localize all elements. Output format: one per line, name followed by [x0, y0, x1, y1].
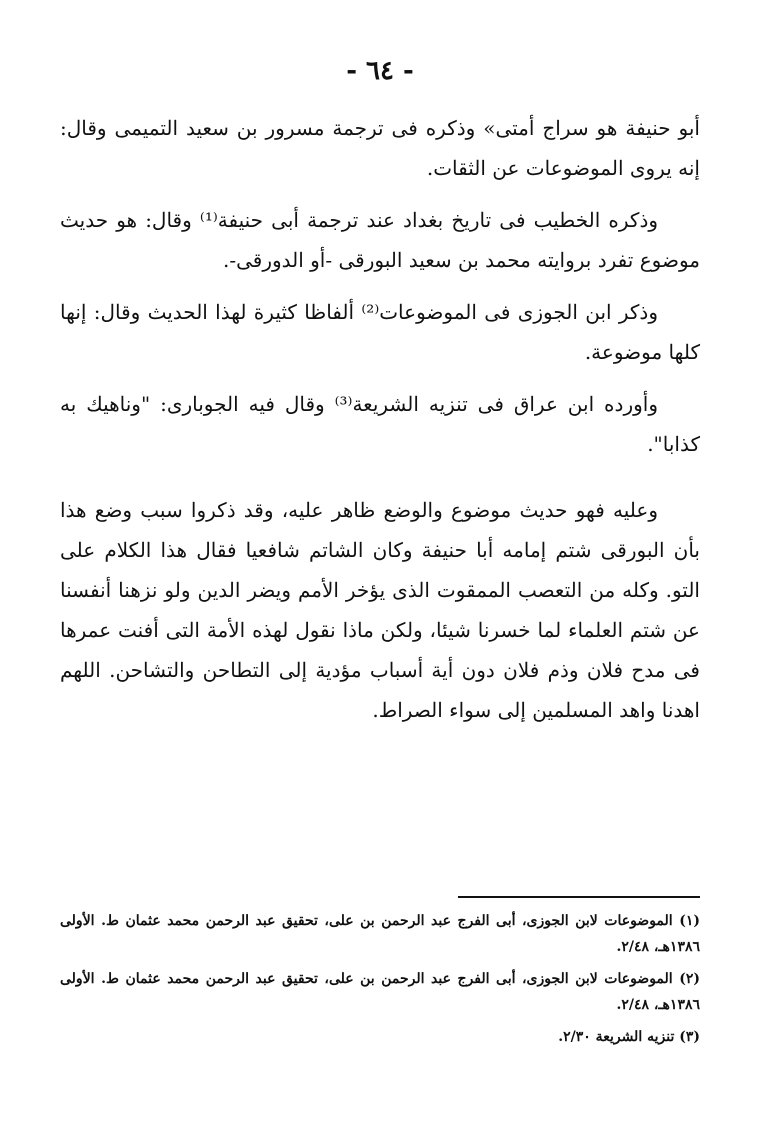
footnote-2: (٢) الموضوعات لابن الجوزى، أبى الفرج عبد الرحمن بن على، تحقيق عبد الرحمن محمد عثمان ط. الأولى ١٣٨٦هـ، ٢/٤٨. [60, 971, 700, 1013]
paragraph-1: أبو حنيفة هو سراج أمتى» وذكره فى ترجمة مسرور بن سعيد التميمى وقال: إنه يروى الموضوعات عن الثقات. [60, 116, 700, 180]
body-text [60, 108, 700, 742]
footnote-1: (١) الموضوعات لابن الجوزى، أبى الفرج عبد الرحمن بن على، تحقيق عبد الرحمن محمد عثمان ط. الأولى ١٣٨٦هـ، ٢/٤٨. [60, 913, 700, 955]
footnote-3: (٣) تنزيه الشريعة ٢/٣٠. [558, 1029, 700, 1045]
paragraph-4: وأورده ابن عراق فى تنزيه الشريعة⁽³⁾ وقال فيه الجوبارى: "وناهيك به كذابا". [60, 392, 700, 456]
paragraph-3: وذكر ابن الجوزى فى الموضوعات⁽²⁾ ألفاظا كثيرة لهذا الحديث وقال: إنها كلها موضوعة. [60, 300, 700, 364]
page-number: - ٦٤ - [346, 56, 414, 86]
paragraph-2: وذكره الخطيب فى تاريخ بغداد عند ترجمة أبى حنيفة⁽¹⁾ وقال: هو حديث موضوع تفرد بروايته محمد بن سعيد البورقى -أو الدورقى-. [60, 208, 700, 272]
paragraph-5: وعليه فهو حديث موضوع والوضع ظاهر عليه، وقد ذكروا سبب وضع هذا بأن البورقى شتم إمامه أبا حنيفة وكان الشاتم شافعيا فقال هذا الكلام على التو. وكله من التعصب الممقوت الذى يؤخر الأمم ويضر الدين ولو نزهنا أنفسنا عن شتم العلماء لما خسرنا شيئا، ولكن ماذا نقول لهذه الأمة التى أفنت عمرها فى مدح فلان وذم فلان دون أية أسباب مؤدية إلى التطاحن والتشاحن. اللهم اهدنا واهد المسلمين إلى سواء الصراط. [60, 498, 700, 722]
footnote-separator [458, 896, 700, 898]
footnotes [60, 908, 700, 1056]
